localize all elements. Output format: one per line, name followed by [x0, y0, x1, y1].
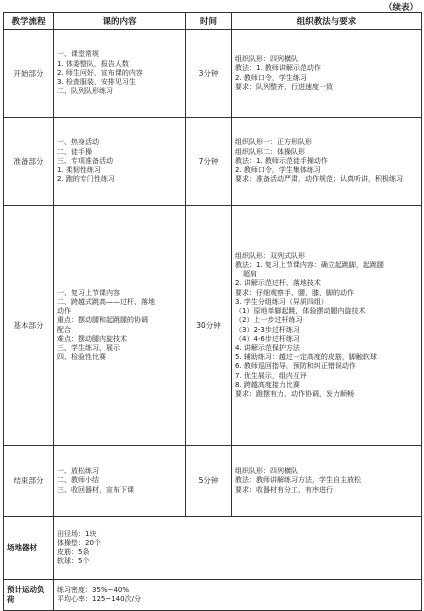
- header-time: 时间: [186, 13, 232, 30]
- load-label: 预计运动负荷: [4, 580, 54, 611]
- venue-item: 软球：5个: [57, 557, 90, 566]
- method-line: 教法：1. 教师示范徒手操动作: [235, 156, 328, 165]
- time-cell: 3分钟: [186, 30, 232, 118]
- load-item: 平均心率：125~140次/分: [57, 595, 141, 603]
- venue-item: 体操垫：20个: [57, 538, 101, 547]
- method-line: 组织队形：四列横队: [235, 55, 298, 64]
- venue-item: 皮筋：5条: [57, 548, 90, 556]
- time-cell: 5分钟: [186, 446, 232, 517]
- content-cell: [54, 206, 186, 446]
- method-line: 8. 跨越高度接力比赛: [235, 380, 300, 389]
- content-line: 2. 师生问好，宣布课的内容: [57, 68, 143, 77]
- header-content: 课的内容: [54, 13, 186, 30]
- method-line: 4. 讲解示范保护方法: [235, 343, 300, 352]
- content-line: 二、教师小结: [57, 476, 99, 485]
- content-line: 三、收回器材，宣布下课: [57, 485, 134, 494]
- content-line: 二、徒手操: [57, 147, 92, 156]
- row-end: [4, 446, 422, 517]
- method-line: （3）2-3步过杆练习: [235, 325, 300, 334]
- content-line: 一、热身活动: [57, 138, 99, 147]
- method-cell: [232, 206, 422, 446]
- time-cell: 7分钟: [186, 118, 232, 206]
- time-cell: 30分钟: [186, 206, 232, 446]
- method-line: 2. 讲解示范过杆、落地技术: [235, 279, 321, 288]
- method-line: 教法：1. 复习上节课内容：确立起跳脚，起跳腿: [235, 260, 384, 269]
- method-cell: [232, 30, 422, 118]
- content-line: 一、课堂常规: [57, 50, 99, 59]
- method-line: 3. 学生分组练习（异质四组）: [235, 297, 328, 306]
- lesson-plan-table: [3, 12, 422, 611]
- method-line: 要求：仔细观察手、腰、膝、脚的动作: [235, 288, 354, 297]
- content-line: 一、复习上节课内容: [57, 288, 120, 297]
- content-line: 三、专项准备活动: [57, 156, 113, 165]
- method-line: 6. 教师巡回指导，预防和纠正错误动作: [235, 362, 356, 371]
- method-line: 要求：准备活动严肃，动作规范；认真听讲，积极练习: [235, 175, 403, 184]
- method-line: 组织队形：四列横队: [235, 467, 298, 476]
- method-line: 要求：收器材有分工，有序进行: [235, 485, 333, 494]
- content-line: 1. 体委整队，报告人数: [57, 59, 129, 68]
- venue-item: 田径场：1块: [57, 529, 97, 538]
- row-basic: [4, 206, 422, 446]
- load-cell: [54, 580, 422, 611]
- content-line: 二、队列队形练习: [57, 87, 113, 96]
- method-line: 教法：教师讲解练习方法，学生自主放松: [235, 476, 361, 485]
- venue-label: 场地器材: [4, 517, 54, 580]
- method-line: 7. 优生展示，组内互评: [235, 371, 307, 380]
- content-line: 配合: [57, 325, 71, 334]
- method-line: 组织队形二：体操队形: [235, 147, 305, 156]
- content-line: 动作: [57, 307, 71, 316]
- content-line: 2. 跑的专门性练习: [57, 175, 115, 184]
- method-line: （1）原地单脚起跳，体验摆动腿内旋技术: [235, 307, 366, 316]
- method-line: 组织队形一：正方形队形: [235, 138, 312, 147]
- method-line: 要求：队列整齐，行进速度一致: [235, 82, 333, 91]
- content-cell: [54, 446, 186, 517]
- row-prepare: [4, 118, 422, 206]
- part-cell: 基本部分: [4, 206, 54, 446]
- header-method: 组织教法与要求: [232, 13, 422, 30]
- method-line: （4）4-6步过杆练习: [235, 334, 300, 343]
- content-line: 1. 柔韧性练习: [57, 166, 101, 175]
- content-line: 一、放松练习: [57, 467, 99, 476]
- method-line: 2. 教师口令，学生集体练习: [235, 166, 321, 175]
- method-line: 要求：蹬摆有力，动作协调，发力顺畅: [235, 390, 354, 399]
- content-line: 重点：摆动腿和起跳腿的协调: [57, 316, 148, 325]
- method-cell: [232, 446, 422, 517]
- row-start: [4, 30, 422, 118]
- content-line: 3. 检查服装，安排见习生: [57, 78, 136, 87]
- part-cell: 开始部分: [4, 30, 54, 118]
- content-line: 四、检验性比赛: [57, 353, 106, 362]
- part-cell: 结束部分: [4, 446, 54, 517]
- content-line: 难点：摆动腿内旋技术: [57, 334, 127, 343]
- method-line: （2）上一步过杆练习: [235, 316, 303, 325]
- content-line: 二、跨越式跳高——过杆、落地: [57, 297, 155, 306]
- method-line: 组织队形：双列式队形: [235, 251, 305, 260]
- header-process: 教学流程: [4, 13, 54, 30]
- method-line: 5. 辅助练习：越过一定高度的皮筋，脚触软球: [235, 353, 377, 362]
- method-line: 2. 教师口令，学生练习: [235, 73, 307, 82]
- method-line: 教法：1. 教师讲解示范动作: [235, 64, 321, 73]
- content-cell: [54, 118, 186, 206]
- row-load: [4, 580, 422, 611]
- row-venue: [4, 517, 422, 580]
- method-cell: [232, 118, 422, 206]
- continued-label: （续表）: [383, 3, 418, 13]
- content-cell: [54, 30, 186, 118]
- load-item: 练习密度：35%~40%: [57, 585, 129, 594]
- venue-cell: [54, 517, 422, 580]
- method-line: 超肩: [243, 270, 257, 279]
- content-line: 三、学生练习、展示: [57, 343, 120, 352]
- header-row: [4, 13, 422, 30]
- part-cell: 准备部分: [4, 118, 54, 206]
